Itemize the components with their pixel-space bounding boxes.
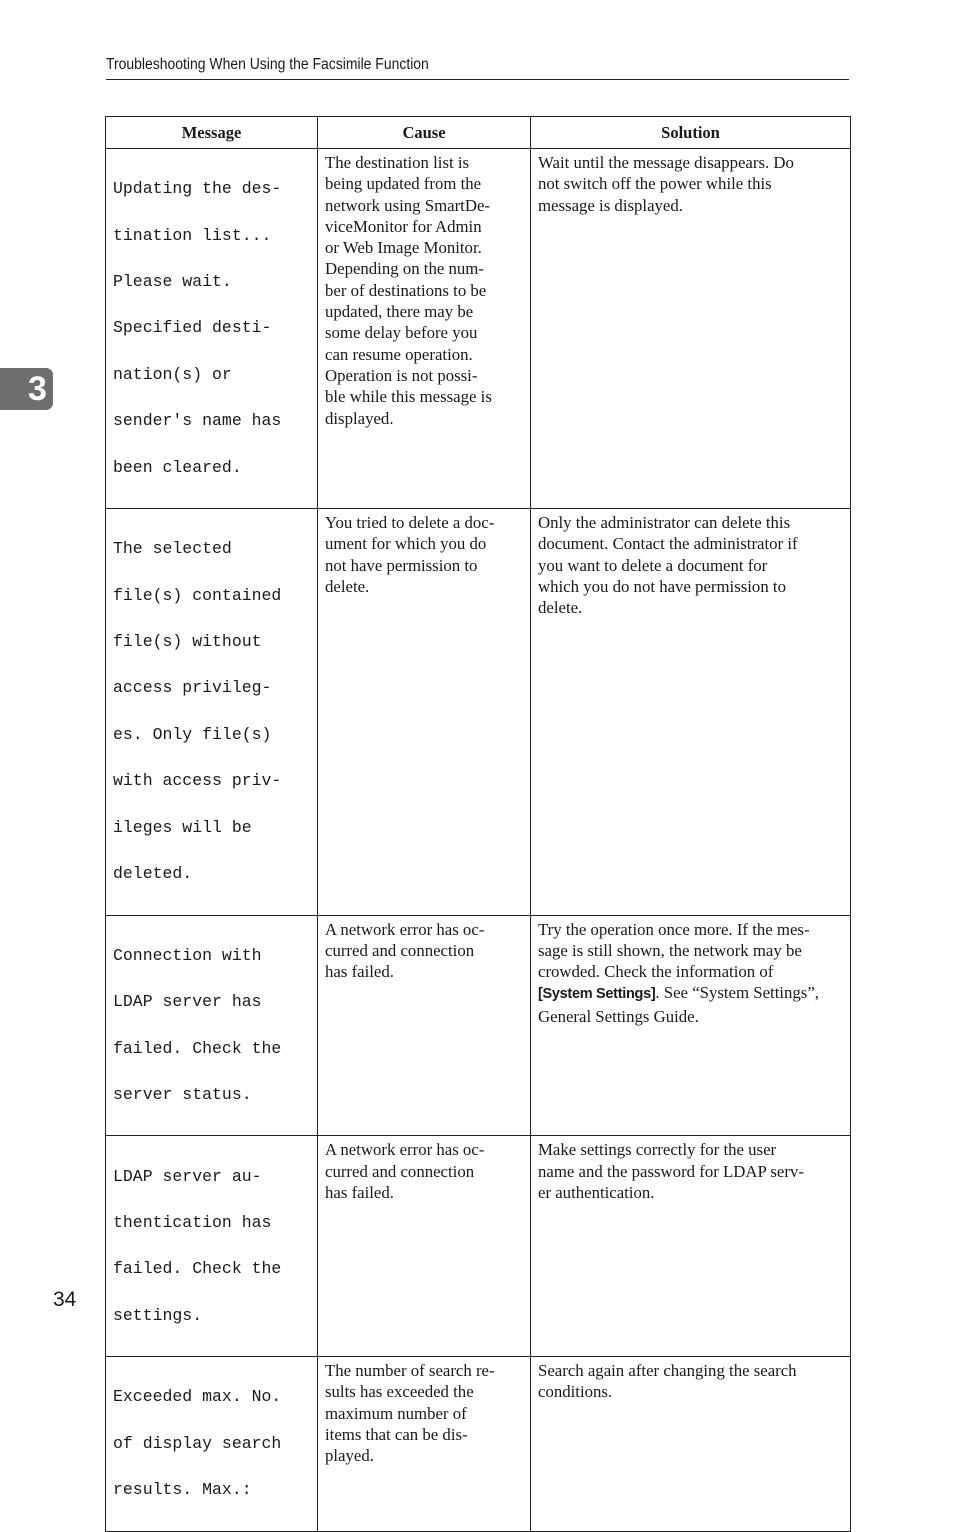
- solution-line: Wait until the message disappears. Do: [538, 153, 794, 172]
- solution-line: [538, 982, 845, 1005]
- solution-line: conditions.: [538, 1382, 613, 1402]
- message-cell: [106, 509, 318, 915]
- table-row: [106, 509, 851, 915]
- message-line: es. Only file(s): [113, 724, 272, 744]
- cause-line: items that can be dis-: [325, 1425, 468, 1445]
- chapter-tab: 3: [0, 368, 53, 410]
- column-header-solution: Solution: [531, 117, 851, 149]
- message-line: failed. Check the: [113, 1038, 282, 1058]
- cause-line: Operation is not possi-: [325, 365, 478, 385]
- message-cell: [106, 1136, 318, 1357]
- page-number: 34: [53, 1288, 77, 1311]
- solution-cell: [531, 915, 851, 1136]
- solution-cell: [531, 509, 851, 915]
- solution-cell: [531, 1136, 851, 1357]
- cause-line: A network error has oc-: [325, 919, 485, 939]
- solution-line: General Settings Guide.: [538, 1006, 699, 1026]
- table-row: [106, 1136, 851, 1357]
- message-line: failed. Check the: [113, 1259, 282, 1279]
- cause-line: has failed.: [325, 1182, 394, 1202]
- message-line: ileges will be: [113, 817, 252, 837]
- message-line: deleted.: [113, 864, 193, 884]
- cause-line: being updated from the: [325, 174, 482, 194]
- message-line: thentication has: [113, 1212, 272, 1232]
- solution-line: sage is still shown, the network may be: [538, 940, 802, 960]
- cause-line: not have permission to: [325, 555, 478, 575]
- cause-line: A network error has oc-: [325, 1140, 485, 1160]
- cause-line: You tried to delete a doc-: [325, 513, 495, 533]
- solution-line: Make settings correctly for the user: [538, 1140, 777, 1160]
- cause-line: displayed.: [325, 408, 394, 428]
- cause-cell: [318, 915, 531, 1136]
- message-table: [105, 116, 851, 1532]
- cause-cell: [318, 1136, 531, 1357]
- message-line: nation(s) or: [113, 364, 232, 384]
- message-line: Exceeded max. No.: [113, 1387, 282, 1407]
- column-header-cause: Cause: [318, 117, 531, 149]
- message-line: file(s) contained: [113, 585, 282, 605]
- message-cell: [106, 149, 318, 509]
- solution-line: name and the password for LDAP serv-: [538, 1161, 804, 1181]
- running-header: Troubleshooting When Using the Facsimile Function: [106, 56, 429, 73]
- cause-line: played.: [325, 1446, 374, 1466]
- solution-cell: [531, 149, 851, 509]
- table-header-row: [106, 117, 851, 149]
- cause-line: The destination list is: [325, 153, 470, 172]
- solution-line: which you do not have permission to: [538, 576, 786, 596]
- cause-cell: [318, 149, 531, 509]
- cause-line: ble while this message is: [325, 387, 492, 407]
- cause-line: or Web Image Monitor.: [325, 238, 482, 258]
- message-line: file(s) without: [113, 632, 262, 652]
- cause-line: Depending on the num-: [325, 259, 484, 279]
- message-line: results. Max.:: [113, 1480, 252, 1500]
- message-line: server status.: [113, 1084, 252, 1104]
- cause-line: ument for which you do: [325, 534, 487, 554]
- solution-line: crowded. Check the information of: [538, 962, 774, 982]
- solution-line: message is displayed.: [538, 195, 683, 215]
- cause-line: The number of search re-: [325, 1361, 495, 1381]
- message-line: Specified desti-: [113, 318, 272, 338]
- column-header-message: Message: [106, 117, 318, 149]
- cause-cell: [318, 509, 531, 915]
- message-cell: [106, 1357, 318, 1531]
- solution-line: Try the operation once more. If the mes-: [538, 919, 810, 939]
- message-line: LDAP server has: [113, 992, 262, 1012]
- cause-line: curred and connection: [325, 1161, 475, 1181]
- cause-cell: [318, 1357, 531, 1531]
- system-settings-key-ref: [System Settings]: [538, 986, 656, 1003]
- cause-line: ber of destinations to be: [325, 280, 487, 300]
- message-line: access privileg-: [113, 678, 272, 698]
- cause-line: has failed.: [325, 962, 394, 982]
- message-line: of display search: [113, 1433, 282, 1453]
- message-line: settings.: [113, 1305, 203, 1325]
- solution-line: Only the administrator can delete this: [538, 513, 791, 533]
- message-line: LDAP server au-: [113, 1166, 262, 1186]
- table-row: [106, 1357, 851, 1531]
- solution-line: you want to delete a document for: [538, 555, 768, 575]
- cause-line: curred and connection: [325, 940, 475, 960]
- solution-line: Search again after changing the search: [538, 1361, 797, 1381]
- cause-line: some delay before you: [325, 323, 478, 343]
- solution-line: delete.: [538, 598, 583, 618]
- cause-line: updated, there may be: [325, 302, 474, 322]
- cause-line: delete.: [325, 576, 370, 596]
- solution-text: . See “System Settings”,: [655, 983, 819, 1003]
- table-row: [106, 915, 851, 1136]
- cause-line: maximum number of: [325, 1403, 467, 1423]
- cause-line: network using SmartDe-: [325, 195, 490, 215]
- message-cell: [106, 915, 318, 1136]
- message-line: with access priv-: [113, 771, 282, 791]
- cause-line: viceMonitor for Admin: [325, 216, 482, 236]
- message-line: been cleared.: [113, 457, 242, 477]
- solution-line: er authentication.: [538, 1182, 655, 1202]
- solution-cell: [531, 1357, 851, 1531]
- message-line: Connection with: [113, 945, 262, 965]
- solution-line: document. Contact the administrator if: [538, 534, 798, 554]
- message-line: The selected: [113, 539, 232, 559]
- message-line: Updating the des-: [113, 179, 282, 199]
- header-rule: [106, 79, 849, 80]
- table-row: [106, 149, 851, 509]
- message-line: Please wait.: [113, 272, 232, 292]
- message-line: sender's name has: [113, 411, 282, 431]
- message-line: tination list...: [113, 225, 272, 245]
- cause-line: sults has exceeded the: [325, 1382, 474, 1402]
- cause-line: can resume operation.: [325, 344, 473, 364]
- solution-line: not switch off the power while this: [538, 174, 772, 194]
